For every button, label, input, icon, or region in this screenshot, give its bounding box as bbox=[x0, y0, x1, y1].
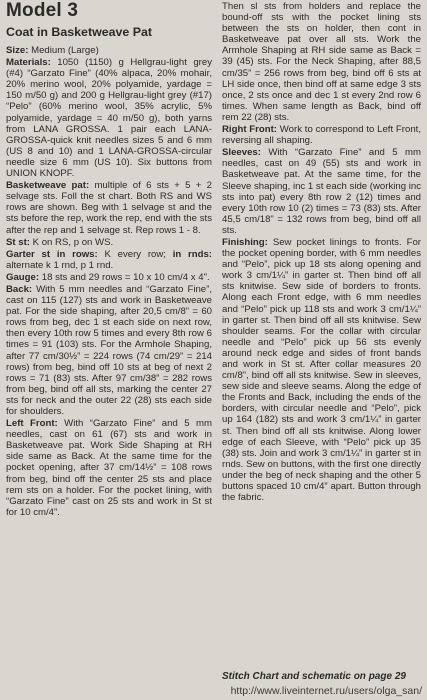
garter-text: K every row; bbox=[97, 248, 173, 260]
back-text: With 5 mm needles and “Garzato Fine”, cast on 115 (127) sts and work in Basketweave pat. For the side shaping, after 20,5 cm/8” = 60 rows from beg, dec 1 st each side on next row, then every 10th row 5 times and every 8th row 6 times = 91 (103) sts. For the Armhole Shaping, after 77 cm/30½” = 224 rows (74 cm/29” = 214 rows) from beg, bind off 10 sts at beg of next 2 rows = 71 (83) sts. After 97 cm/38” = 282 rows from beg, bind off all sts, marking the center 27 sts for neck and the outer 22 (28) sts each side for shoulders. bbox=[6, 283, 212, 417]
finishing-paragraph bbox=[222, 237, 421, 503]
stst-paragraph bbox=[6, 237, 212, 248]
gauge-text: 18 sts and 29 rows = 10 x 10 cm/4 x 4". bbox=[39, 271, 210, 283]
sleeves-label: Sleeves: bbox=[222, 147, 261, 159]
left-front-paragraph bbox=[6, 418, 212, 518]
size-text: Medium (Large) bbox=[28, 45, 99, 56]
stst-label: St st: bbox=[6, 236, 30, 248]
gauge-paragraph bbox=[6, 272, 212, 283]
garter-label: Garter st in rows: bbox=[6, 248, 98, 260]
back-label: Back: bbox=[6, 283, 33, 295]
basketweave-paragraph bbox=[6, 180, 212, 235]
left-front-text: With “Garzato Fine” and 5 mm needles, cast on 61 (67) sts and work in Basketweave pat. Work Side Shaping at RH side same as Back. At the same time for the pocket opening, after 37 cm/14½” = 108 rows from beg, bind off the center 25 sts and place rem sts on a holder. For the pocket lining, with “Garzato Fine” cast on 25 sts and work in St st for 10 cm/4”. bbox=[6, 418, 212, 518]
finishing-text: Sew pocket linings to fronts. For the pocket opening border, with 6 mm needles and “Pelo”, pick up 18 sts along opening and work 3 cm/1¼” in garter st. Then bind off all sts knitwise. Sew side of borders to fronts. Along each Front edge, with 6 mm needles and “Pelo” pick up 118 sts and work 3 cm/1¼” in garter st. Then bind off all sts knitwise. Sew shoulder seams. For the collar with circular needle and “Pelo” pick up 56 sts evenly around neck edge and sides of front bands and work in St st. After collar measures 20 cm/8”, bind off all sts knitwise. Sew in sleeves, sew side and sleeve seams. Along the edge of the Fronts and Back, including the ends of the borders, with circular needle and “Pelo”, pick up 164 (182) sts and work 3 cm/1¼” in garter st. Then bind off all sts knitwise. Along lower edge of each Sleeve, with “Pelo” pick up 35 (38) sts. Join and work 3 cm/1¼” in garter st in rnds. Sew on buttons, with the first one directly under the beg of neck shaping and the other 5 buttons spaced 10 cm/4” apart. Button through the fabric. bbox=[222, 236, 421, 504]
stitch-chart-reference: Stitch Chart and schematic on page 29 bbox=[222, 671, 406, 682]
model-title: Model 3 bbox=[6, 0, 79, 21]
left-front-label: Left Front: bbox=[6, 418, 58, 430]
garter-paragraph bbox=[6, 249, 212, 271]
sleeves-paragraph bbox=[222, 147, 421, 236]
right-column bbox=[222, 1, 421, 504]
size-label: Size: bbox=[6, 45, 29, 56]
source-url-watermark: http://www.liveinternet.ru/users/olga_san/ bbox=[230, 685, 422, 697]
pattern-subtitle: Coat in Basketweave Pat bbox=[6, 25, 152, 39]
garter-rounds-text: alternate k 1 rnd, p 1 rnd. bbox=[6, 259, 114, 271]
left-front-continued-paragraph: Then sl sts from holders and replace the bound-off sts with the pocket lining sts between the sts on holder, then cont in Basketweave pat over all sts. Work the Armhole Shaping at RH side same as Back = 39 (45) sts. For the Neck Shaping, after 88,5 cm/35” = 256 rows from beg, bind off 6 sts at LH side once, then bind off at same edge 3 sts once, 2 sts once and dec 1 st every 2nd row 6 times. When same length as Back, bind off rem 22 (28) sts. bbox=[222, 1, 421, 123]
basketweave-text: multiple of 6 sts + 5 + 2 selvage sts. Foll the st chart. Both RS and WS rows are shown. Beg with 1 selvage st and the sts before the rep, work the rep, end with the sts after the rep and 1 selvage st. Rep rows 1 - 8. bbox=[6, 180, 212, 236]
right-front-label: Right Front: bbox=[222, 124, 277, 136]
right-front-paragraph bbox=[222, 124, 421, 146]
left-column bbox=[6, 0, 212, 519]
materials-text: 1050 (1150) g Hellgrau-light grey (#4) “Garzato Fine” (40% alpaca, 20% mohair, 20% merino wool, 20% polyamide, yardage = 150 m/50 g) and 200 g Hellgrau-light grey (#17) “Pelo” (60% merino wool, 35% acrylic, 5% polyamide, yardage = 40 m/50 g), both yarns from LANA GROSSA. 1 pair each LANA-GROSSA-quick knit needles sizes 5 and 6 mm (US 8 and 10) and 1 LANA-GROSSA-circular needle size 6 mm (US 10). Six buttons from UNION KNOPF. bbox=[6, 57, 212, 180]
right-front-text: Work to correspond to Left Front, reversing all shaping. bbox=[222, 124, 421, 147]
finishing-label: Finishing: bbox=[222, 236, 268, 248]
materials-label: Materials: bbox=[6, 57, 51, 69]
gauge-label: Gauge: bbox=[6, 271, 40, 283]
back-paragraph bbox=[6, 284, 212, 417]
sleeves-text: With “Garzato Fine” and 5 mm needles, cast on 49 (55) sts and work in Basketweave pat. At the same time, for the Sleeve shaping, inc 1 st each side (working inc sts into pat) every 8th row 2 (12) times and every 10th row 10 (2) times = 73 (83) sts. After 45,5 cm/18” = 132 rows from beg, bind off all sts. bbox=[222, 147, 421, 236]
materials-paragraph bbox=[6, 57, 212, 179]
stst-text: K on RS, p on WS. bbox=[29, 236, 114, 248]
size-paragraph bbox=[6, 45, 212, 56]
basketweave-label: Basketweave pat: bbox=[6, 180, 90, 192]
garter-rounds-label: in rnds: bbox=[172, 248, 212, 260]
